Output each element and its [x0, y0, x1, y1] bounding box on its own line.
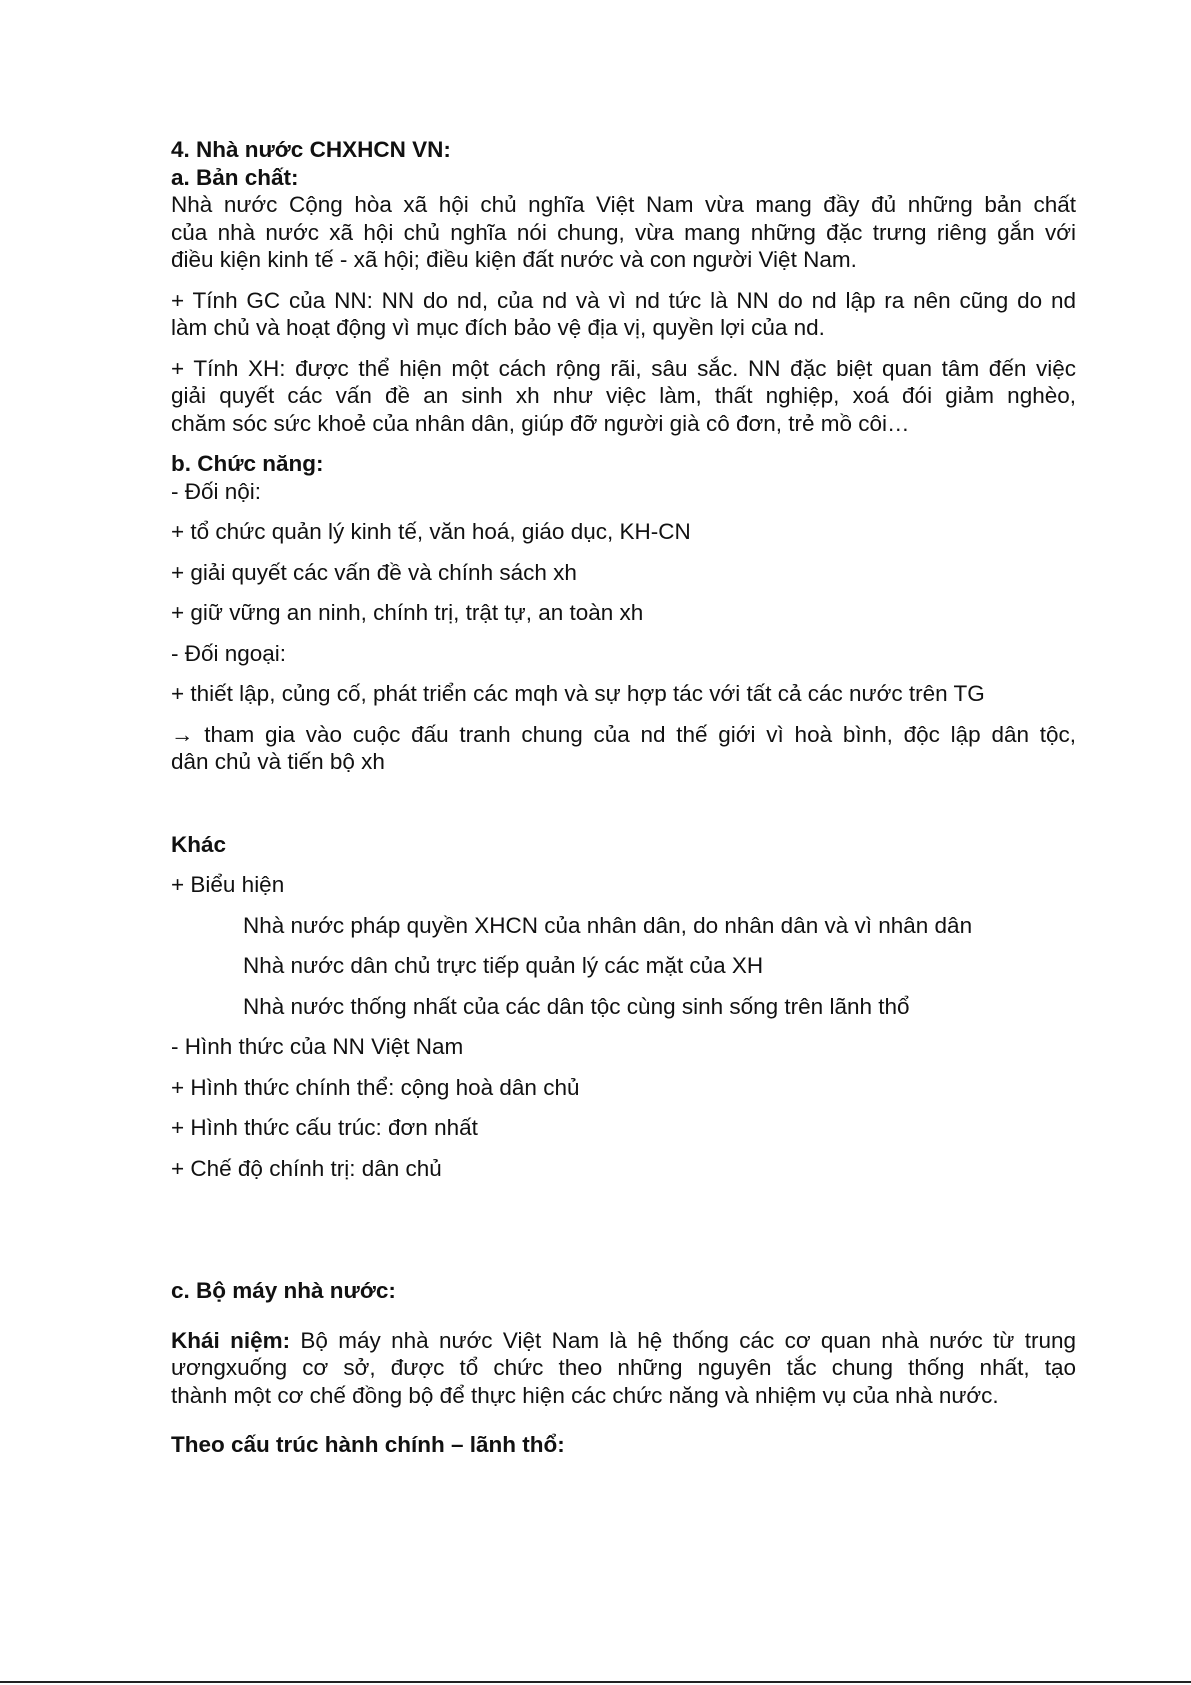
- arrow-right-icon: →: [171, 721, 194, 747]
- list-item: Nhà nước dân chủ trực tiếp quản lý các mặt của XH: [243, 953, 764, 978]
- social-nature-paragraph: [171, 355, 1076, 438]
- result-text: tham gia vào cuộc đấu tranh chung của nd thế giới vì hoà bình, độc lập dân tộc,: [193, 721, 1076, 747]
- paragraph-line: giải quyết các vấn đề an sinh xh như việc làm, thất nghiệp, xoá đói giảm nghèo,: [171, 383, 1076, 408]
- list-item: Nhà nước thống nhất của các dân tộc cùng sinh sống trên lãnh thổ: [243, 993, 910, 1019]
- concept-paragraph: [171, 1327, 1076, 1410]
- external-functions-label: - Đối ngoại:: [171, 640, 287, 666]
- concept-label: Khái niệm:: [171, 1327, 291, 1353]
- expression-label: + Biểu hiện: [171, 872, 285, 897]
- paragraph-line: [171, 721, 1076, 749]
- list-item: + giữ vững an ninh, chính trị, trật tự, an toàn xh: [171, 600, 644, 625]
- structure-heading: Theo cấu trúc hành chính – lãnh thổ:: [171, 1432, 565, 1457]
- apparatus-heading: c. Bộ máy nhà nước:: [171, 1278, 396, 1303]
- subsection-heading-functions: b. Chức năng:: [171, 451, 324, 476]
- paragraph-line: làm chủ và hoạt động vì mục đích bảo vệ địa vị, quyền lợi của nd.: [171, 315, 825, 340]
- concept-text: Bộ máy nhà nước Việt Nam là hệ thống các cơ quan nhà nước từ trung: [290, 1327, 1076, 1353]
- list-item: + Hình thức chính thể: cộng hoà dân chủ: [171, 1074, 580, 1100]
- result-paragraph: [171, 721, 1076, 776]
- section-heading: 4. Nhà nước CHXHCN VN:: [171, 137, 451, 162]
- paragraph-line: Nhà nước Cộng hòa xã hội chủ nghĩa Việt Nam vừa mang đầy đủ những bản chất: [171, 192, 1076, 217]
- internal-functions-label: - Đối nội:: [171, 478, 262, 504]
- subsection-heading-nature: a. Bản chất:: [171, 164, 299, 190]
- paragraph-line: + Tính GC của NN: NN do nd, của nd và vì nd tức là NN do nd lập ra nên cũng do nd: [171, 287, 1076, 313]
- list-item: Nhà nước pháp quyền XHCN của nhân dân, do nhân dân và vì nhân dân: [243, 912, 973, 938]
- paragraph-line: của nhà nước xã hội chủ nghĩa nói chung, vừa mang những đặc trưng riêng gắn với: [171, 219, 1076, 245]
- paragraph-line: + Tính XH: được thể hiện một cách rộng rãi, sâu sắc. NN đặc biệt quan tâm đến việc: [171, 355, 1076, 381]
- list-item: + tổ chức quản lý kinh tế, văn hoá, giáo dục, KH-CN: [171, 519, 691, 544]
- list-item: + Chế độ chính trị: dân chủ: [171, 1155, 442, 1181]
- list-item: + thiết lập, củng cố, phát triển các mqh và sự hợp tác với tất cả các nước trên TG: [171, 681, 985, 706]
- paragraph-line: thành một cơ chế đồng bộ để thực hiện các chức năng và nhiệm vụ của nhà nước.: [171, 1382, 999, 1408]
- document-page: [171, 136, 1076, 1459]
- paragraph-line: dân chủ và tiến bộ xh: [171, 749, 385, 774]
- list-item: + giải quyết các vấn đề và chính sách xh: [171, 559, 577, 585]
- state-form-label: - Hình thức của NN Việt Nam: [171, 1034, 464, 1059]
- paragraph-line: [171, 1327, 1076, 1355]
- other-heading: Khác: [171, 831, 227, 857]
- paragraph-line: chăm sóc sức khoẻ của nhân dân, giúp đỡ người già cô đơn, trẻ mồ côi…: [171, 410, 910, 436]
- paragraph-line: ươngxuống cơ sở, được tổ chức theo những nguyên tắc chung thống nhất, tạo: [171, 1355, 1076, 1380]
- class-nature-paragraph: [171, 287, 1076, 342]
- page-bottom-divider: [0, 1681, 1191, 1683]
- list-item: + Hình thức cấu trúc: đơn nhất: [171, 1115, 478, 1140]
- paragraph-line: điều kiện kinh tế - xã hội; điều kiện đất nước và con người Việt Nam.: [171, 247, 857, 272]
- intro-paragraph: [171, 191, 1076, 274]
